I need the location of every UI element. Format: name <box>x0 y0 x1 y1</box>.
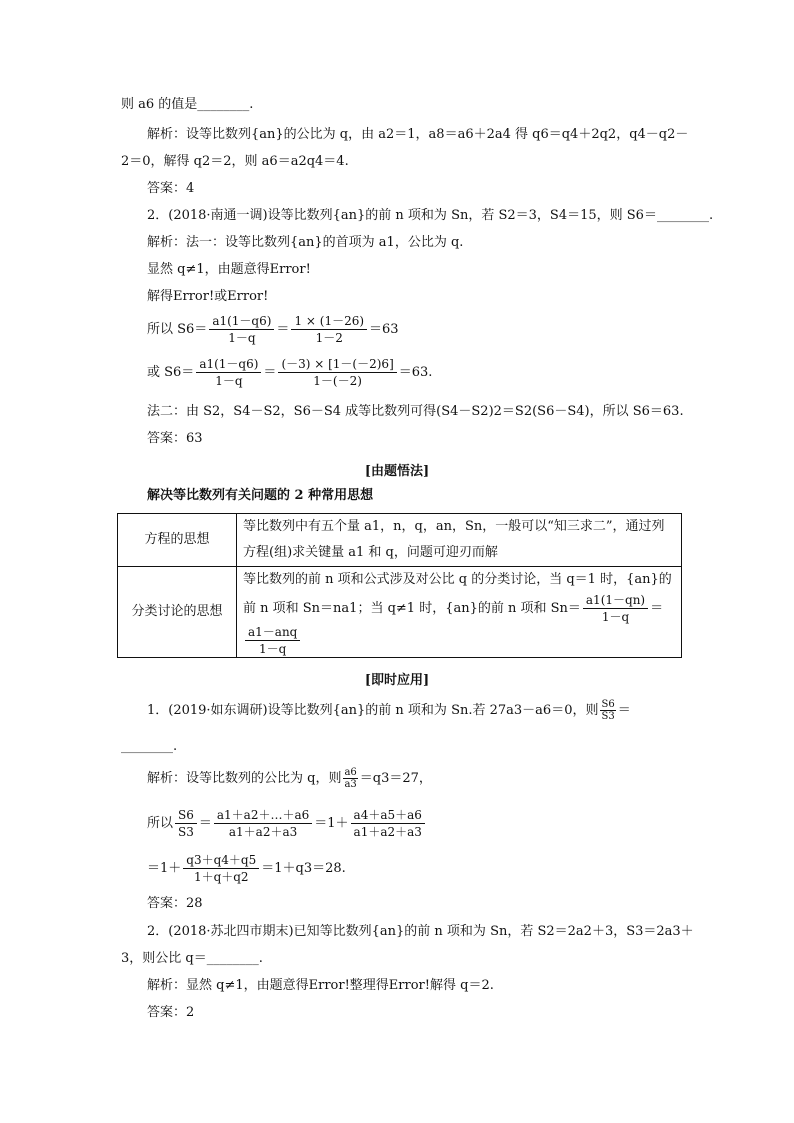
table-text: 前 n 项和 Sn＝na1；当 q≠1 时，{an}的前 n 项和 Sn＝ <box>243 601 581 616</box>
denominator: S3 <box>601 711 615 722</box>
app2-question-line1: 2．(2018·苏北四市期末)已知等比数列{an}的前 n 项和为 Sn，若 S2＝2a2＋3，S3＝2a3＋ <box>147 924 694 939</box>
app2-question-line2: 3，则公比 q＝________. <box>121 951 263 966</box>
app1-solution-line2: 所以 $\frac{S6}{S3}$ ＝ $\frac{a1+a2+\dots+a6}{a1+a2+a3}$ ＝1＋ $\frac{a4+a5+a6}{a1+a2+a3}$ <box>147 806 427 842</box>
numerator: S6 <box>601 699 615 710</box>
p2-answer: 答案：63 <box>147 431 203 446</box>
fraction <box>600 699 615 722</box>
table-head-cell: 方程的思想 <box>118 514 237 567</box>
denominator: 1－q <box>601 610 630 624</box>
solution-text: ＝1＋ <box>314 816 349 831</box>
numerator: 1 × (1－26) <box>291 314 367 330</box>
fraction <box>183 853 259 884</box>
p2-method2: 法二：由 S2，S4－S2，S6－S4 成等比数列可得(S4－S2)2＝S2(S6－S4)，所以 S6＝63. <box>147 404 684 419</box>
app1-solution-line3 <box>147 851 346 887</box>
p2-question: 2．(2018·南通一调)设等比数列{an}的前 n 项和为 Sn，若 S2＝3，S4＝15，则 S6＝________. <box>147 208 714 223</box>
numerator: S6 <box>175 808 197 824</box>
numerator: (－3) × [1－(－2)6] <box>278 357 396 373</box>
table-content-cell <box>237 567 682 658</box>
numerator: a1(1－q6) <box>196 357 261 373</box>
numerator: a1(1－qn) <box>583 593 648 609</box>
numerator: a1＋a2＋…＋a6 <box>214 808 312 824</box>
question-text: ＝ <box>617 703 631 718</box>
method-table <box>117 513 682 658</box>
table-head-cell: 分类讨论的思想 <box>118 567 237 658</box>
fraction <box>214 808 312 839</box>
numerator: a6 <box>344 767 357 778</box>
table-line: 等比数列中有五个量 a1，n，q，an，Sn，一般可以“知三求二”，通过列 <box>243 519 665 534</box>
denominator: S3 <box>178 825 194 839</box>
table-line: 等比数列的前 n 项和公式涉及对公比 q 的分类讨论，当 q＝1 时，{an}的 <box>243 572 672 587</box>
fraction <box>278 357 396 388</box>
app1-answer: 答案：28 <box>147 896 203 911</box>
section-intro: 解决等比数列有关问题的 2 种常用思想 <box>147 488 374 503</box>
table-line: 前 n 项和 Sn＝na1；当 q≠1 时，{an}的前 n 项和 Sn＝ $\frac{a1(1-qn)}{1-q}$ ＝ $\frac{\text{a1－anq}}{1-q}$ <box>243 593 664 656</box>
app1-blank: ________. <box>121 739 178 754</box>
fraction <box>291 314 367 345</box>
section-heading-application: [即时应用] <box>364 673 430 688</box>
p1-solution-line1: 解析：设等比数列{an}的公比为 q，由 a2＝1，a8＝a6＋2a4 得 q6＝q4＋2q2，q4－q2－ <box>147 127 689 142</box>
solution-text: ＝1＋ <box>147 861 182 876</box>
solution-text: 解析：设等比数列的公比为 q，则 <box>147 771 342 786</box>
question-text: 1．(2019·如东调研)设等比数列{an}的前 n 项和为 Sn.若 27a3－a6＝0，则 <box>147 703 599 718</box>
fraction <box>175 808 197 839</box>
denominator: a1＋a2＋a3 <box>228 825 298 839</box>
numerator: a1(1－q6) <box>209 314 274 330</box>
solution-text: ＝1＋q3＝28. <box>261 861 346 876</box>
denominator: 1－2 <box>315 331 343 345</box>
denominator: a3 <box>344 779 357 790</box>
table-row <box>118 567 682 658</box>
p2-method1: 解析：法一：设等比数列{an}的首项为 a1，公比为 q. <box>147 235 464 250</box>
p2-method1-line2: 显然 q≠1，由题意得Error! <box>147 262 311 277</box>
fraction <box>196 357 261 388</box>
denominator: a1＋a2＋a3 <box>353 825 422 839</box>
numerator: a4＋a5＋a6 <box>351 808 425 824</box>
formula-prefix: 或 S6＝ <box>147 365 195 380</box>
formula-suffix: ＝63. <box>398 365 433 380</box>
denominator: 1－q <box>228 331 256 345</box>
app1-solution-line1 <box>147 762 432 796</box>
p1-answer: 答案：4 <box>147 181 195 196</box>
denominator: 1－q <box>259 642 287 656</box>
table-line: 方程(组)求关键量 a1 和 q，问题可迎刃而解 <box>243 545 498 560</box>
app2-answer: 答案：2 <box>147 1005 195 1020</box>
p2-formula2: 或 S6＝ $\frac{a1(1-q6)}{1-q}$ ＝ $\frac{(-3) \times [1-(-2)6]}{1-(-2)}$ ＝63. <box>147 357 433 388</box>
fraction <box>245 625 300 656</box>
p2-formula1: 所以 S6＝ $\frac{a1(1-q6)}{1-q}$ ＝ $\frac{1 \times (1-26)}{1-2}$ ＝63 <box>147 314 399 345</box>
p2-method1-line3: 解得Error!或Error! <box>147 289 269 304</box>
fraction <box>351 808 425 839</box>
denominator: 1＋q＋q2 <box>193 870 249 884</box>
table-content-cell <box>237 514 682 567</box>
app1-question <box>147 697 631 725</box>
section-heading-method: [由题悟法] <box>364 464 430 479</box>
denominator: 1－(－2) <box>313 374 362 388</box>
numerator: q3＋q4＋q5 <box>183 853 259 869</box>
table-row <box>118 514 682 567</box>
fraction <box>583 593 648 624</box>
formula-suffix: ＝63 <box>369 322 399 337</box>
denominator: 1－q <box>215 374 243 388</box>
p1-solution-line2: 2＝0，解得 q2＝2，则 a6＝a2q4＝4. <box>121 154 349 169</box>
fraction <box>209 314 274 345</box>
solution-text: ＝q3＝27， <box>359 771 432 786</box>
p1-line: 则 a6 的值是________. <box>121 97 254 112</box>
app2-solution: 解析：显然 q≠1，由题意得Error!整理得Error!解得 q＝2. <box>147 978 494 993</box>
fraction <box>343 767 357 790</box>
numerator: a1－anq <box>245 625 300 641</box>
formula-prefix: 所以 S6＝ <box>147 322 208 337</box>
solution-text: 所以 <box>147 816 174 831</box>
